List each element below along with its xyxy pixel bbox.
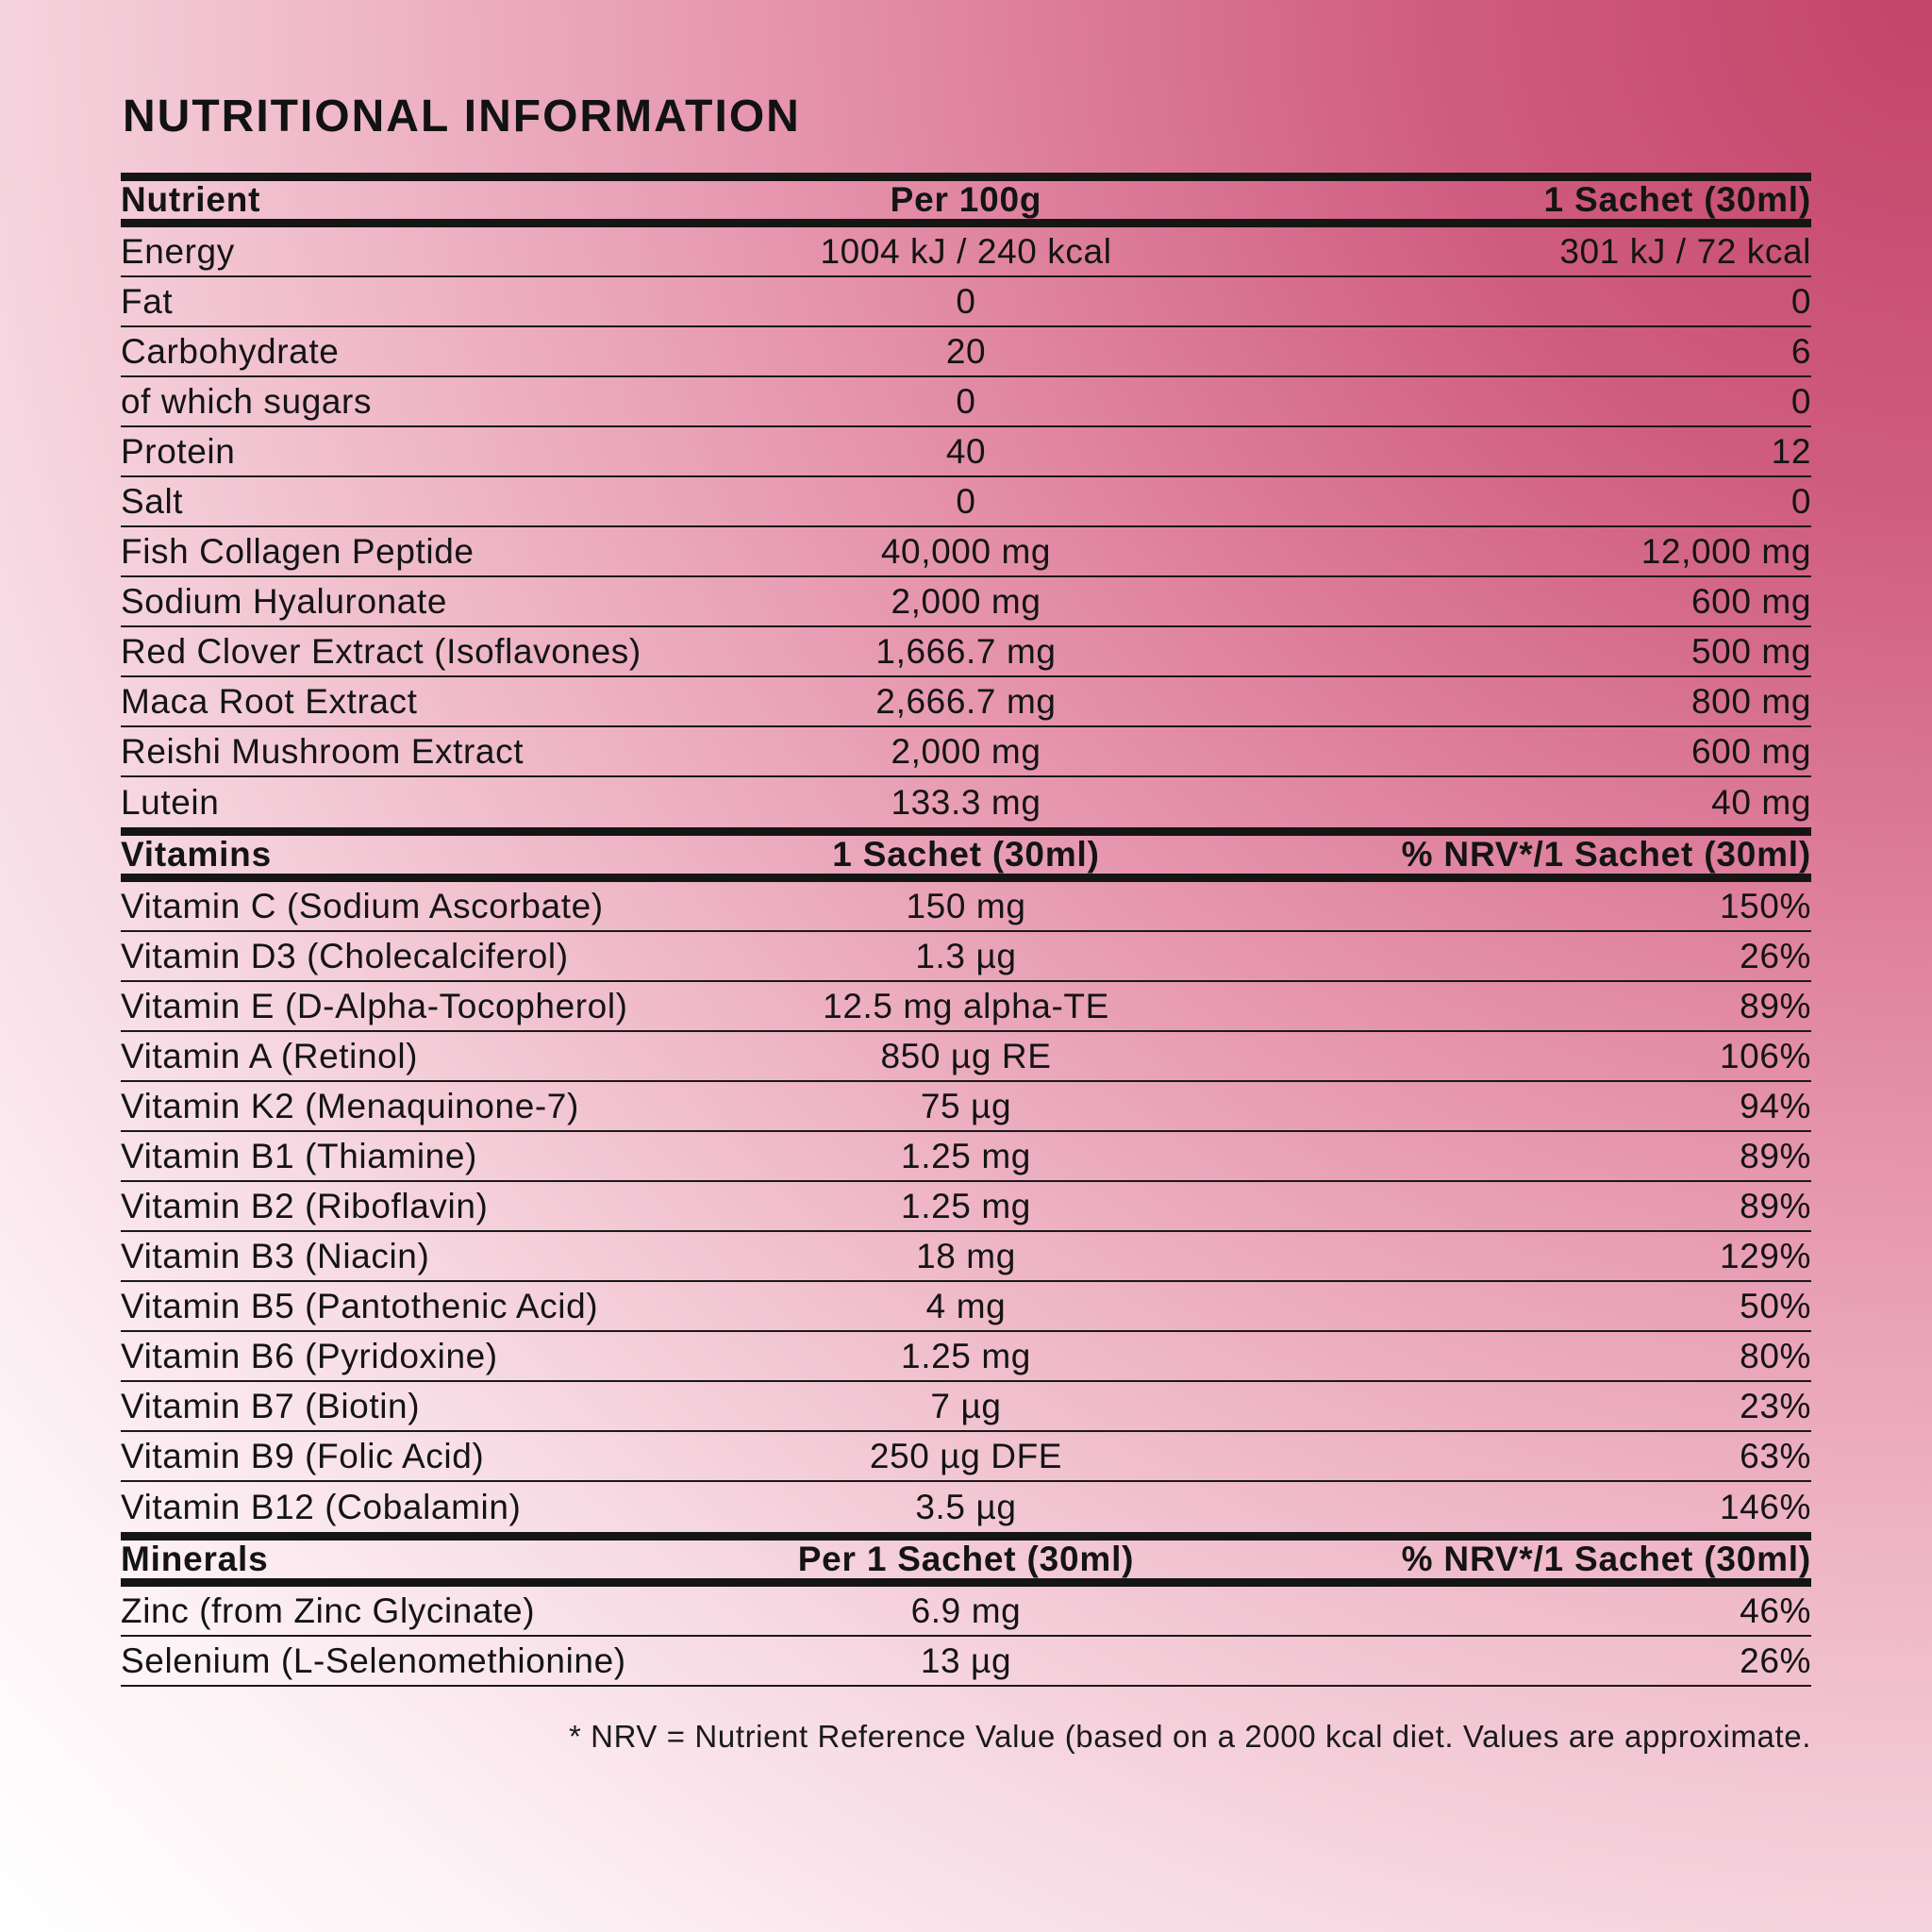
row-value-mid: 7 µg [930, 1386, 1002, 1425]
header-cell: Vitamins [121, 835, 272, 874]
row-label: Vitamin B9 (Folic Acid) [121, 1436, 485, 1475]
table-row [121, 677, 1811, 727]
header-cell: % NRV*/1 Sachet (30ml) [1401, 835, 1811, 874]
row-value-right: 0 [1790, 481, 1811, 521]
table-row [121, 327, 1811, 377]
table-row [121, 377, 1811, 427]
table-row [121, 1082, 1811, 1132]
row-value-mid: 2,000 mg [891, 731, 1041, 771]
table-row [121, 1032, 1811, 1082]
header-cell: Per 100g [890, 180, 1042, 219]
row-value-mid: 1.25 mg [901, 1336, 1031, 1375]
row-label: Maca Root Extract [121, 681, 418, 721]
row-value-right: 6 [1790, 331, 1811, 371]
row-label: Sodium Hyaluronate [121, 581, 448, 621]
row-value-right: 89% [1740, 986, 1811, 1025]
header-cell: Per 1 Sachet (30ml) [797, 1540, 1135, 1578]
row-value-mid: 1.25 mg [901, 1136, 1031, 1175]
row-value-right: 146% [1719, 1487, 1811, 1526]
nutrition-panel [121, 91, 1811, 1755]
row-label: Red Clover Extract (Isoflavones) [121, 631, 641, 671]
row-value-right: 800 mg [1690, 681, 1811, 721]
row-value-right: 600 mg [1690, 581, 1811, 621]
row-label: Vitamin B6 (Pyridoxine) [121, 1336, 498, 1375]
row-value-mid: 20 [945, 331, 987, 371]
table-row [121, 1332, 1811, 1382]
header-cell: Nutrient [121, 180, 261, 219]
row-value-right: 600 mg [1690, 731, 1811, 771]
row-label: Vitamin B3 (Niacin) [121, 1236, 430, 1275]
header-cell: % NRV*/1 Sachet (30ml) [1401, 1540, 1811, 1578]
row-value-right: 12,000 mg [1641, 531, 1811, 571]
row-label: Vitamin B5 (Pantothenic Acid) [121, 1286, 599, 1325]
row-value-mid: 250 µg DFE [869, 1436, 1063, 1475]
row-value-right: 0 [1790, 281, 1811, 321]
row-label: Vitamin D3 (Cholecalciferol) [121, 936, 569, 975]
row-label: Vitamin K2 (Menaquinone-7) [121, 1086, 579, 1125]
row-value-mid: 12.5 mg alpha-TE [823, 986, 1109, 1025]
row-value-right: 12 [1771, 431, 1811, 471]
header-cell: Minerals [121, 1540, 269, 1578]
table-row [121, 882, 1811, 932]
row-value-right: 106% [1719, 1036, 1811, 1075]
row-value-right: 0 [1790, 381, 1811, 421]
row-label: Vitamin E (D-Alpha-Tocopherol) [121, 986, 628, 1025]
table-row [121, 1482, 1811, 1532]
row-label: Vitamin B1 (Thiamine) [121, 1136, 477, 1175]
row-label: of which sugars [121, 381, 373, 421]
table-row [121, 1432, 1811, 1482]
row-value-right: 46% [1740, 1591, 1811, 1630]
table-row [121, 1132, 1811, 1182]
row-value-mid: 1.25 mg [901, 1186, 1031, 1225]
row-value-mid: 2,666.7 mg [875, 681, 1057, 721]
table-row [121, 577, 1811, 627]
row-label: Zinc (from Zinc Glycinate) [121, 1591, 536, 1630]
section-header-nutrients [121, 173, 1811, 227]
row-label: Vitamin A (Retinol) [121, 1036, 419, 1075]
header-cell: 1 Sachet (30ml) [1543, 180, 1811, 219]
row-value-right: 40 mg [1711, 782, 1811, 822]
table-row [121, 1232, 1811, 1282]
nrv-footnote: * NRV = Nutrient Reference Value (based on a 2000 kcal diet. Values are approximate. [568, 1719, 1811, 1754]
table-row [121, 227, 1811, 277]
row-value-mid: 1,666.7 mg [875, 631, 1057, 671]
table-row [121, 427, 1811, 477]
table-row [121, 527, 1811, 577]
table-row [121, 1182, 1811, 1232]
row-value-mid: 40,000 mg [880, 531, 1052, 571]
row-label: Salt [121, 481, 184, 521]
row-value-right: 150% [1719, 886, 1811, 925]
row-value-right: 301 kJ / 72 kcal [1559, 231, 1811, 271]
table-row [121, 477, 1811, 527]
row-value-right: 500 mg [1690, 631, 1811, 671]
table-row [121, 1282, 1811, 1332]
row-value-mid: 1004 kJ / 240 kcal [820, 231, 1112, 271]
row-value-right: 89% [1740, 1136, 1811, 1175]
table-row [121, 727, 1811, 777]
row-label: Lutein [121, 782, 220, 822]
table-row [121, 777, 1811, 827]
row-value-right: 26% [1740, 936, 1811, 975]
row-value-right: 63% [1740, 1436, 1811, 1475]
table-row [121, 627, 1811, 677]
row-value-right: 89% [1740, 1186, 1811, 1225]
row-value-mid: 4 mg [925, 1286, 1007, 1325]
row-value-right: 80% [1740, 1336, 1811, 1375]
row-label: Energy [121, 231, 235, 271]
row-label: Vitamin B2 (Riboflavin) [121, 1186, 489, 1225]
row-value-mid: 6.9 mg [910, 1591, 1022, 1630]
row-label: Fat [121, 281, 174, 321]
row-value-mid: 133.3 mg [891, 782, 1041, 822]
row-value-mid: 18 mg [916, 1236, 1016, 1275]
table-row [121, 1637, 1811, 1687]
row-value-right: 50% [1740, 1286, 1811, 1325]
section-header-vitamins [121, 827, 1811, 882]
row-value-mid: 13 µg [920, 1641, 1012, 1680]
panel-title: NUTRITIONAL INFORMATION [123, 92, 801, 142]
table-row [121, 1382, 1811, 1432]
row-value-mid: 75 µg [920, 1086, 1012, 1125]
header-cell: 1 Sachet (30ml) [832, 835, 1100, 874]
section-header-minerals [121, 1532, 1811, 1587]
row-label: Selenium (L-Selenomethionine) [121, 1641, 626, 1680]
row-value-mid: 40 [945, 431, 987, 471]
row-label: Protein [121, 431, 236, 471]
row-value-mid: 2,000 mg [891, 581, 1041, 621]
row-label: Vitamin B12 (Cobalamin) [121, 1487, 522, 1526]
row-value-right: 23% [1740, 1386, 1811, 1425]
nutrition-table [121, 173, 1811, 1687]
row-label: Carbohydrate [121, 331, 340, 371]
row-value-mid: 1.3 µg [915, 936, 1017, 975]
row-value-right: 94% [1740, 1086, 1811, 1125]
row-label: Fish Collagen Peptide [121, 531, 475, 571]
row-value-right: 129% [1719, 1236, 1811, 1275]
row-value-mid: 0 [956, 381, 976, 421]
table-row [121, 1587, 1811, 1637]
row-label: Vitamin C (Sodium Ascorbate) [121, 886, 604, 925]
table-row [121, 982, 1811, 1032]
table-row [121, 932, 1811, 982]
row-value-mid: 0 [956, 481, 976, 521]
row-label: Reishi Mushroom Extract [121, 731, 525, 771]
table-row [121, 277, 1811, 327]
row-label: Vitamin B7 (Biotin) [121, 1386, 421, 1425]
row-value-right: 26% [1740, 1641, 1811, 1680]
row-value-mid: 150 mg [906, 886, 1026, 925]
row-value-mid: 3.5 µg [915, 1487, 1017, 1526]
row-value-mid: 0 [956, 281, 976, 321]
row-value-mid: 850 µg RE [880, 1036, 1052, 1075]
